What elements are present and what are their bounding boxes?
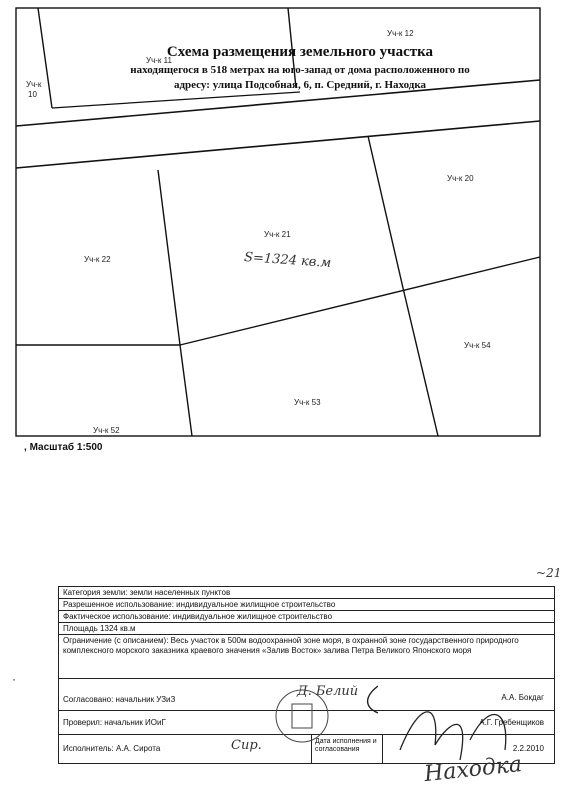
execution-date: 2.2.2010	[512, 744, 544, 753]
checked-label: Проверил: начальник ИОиГ	[63, 718, 166, 727]
boundary-p21-west	[158, 170, 180, 345]
plot-label-53: Уч-к 53	[294, 398, 321, 407]
road-edge-south	[16, 121, 540, 168]
plot-label-20: Уч-к 20	[447, 174, 474, 183]
boundary-p53-east	[403, 288, 438, 436]
checked-name: А.Г. Гребенщиков	[479, 718, 544, 727]
executor-label: Исполнитель: А.А. Сирота	[63, 744, 161, 753]
plot-label-10a: Уч-к	[26, 80, 42, 89]
row-area: Площадь 1324 кв.м	[59, 623, 554, 635]
seal-stamp	[258, 676, 378, 786]
plot-label-54: Уч-к 54	[464, 341, 491, 350]
agreed-name: А.А. Бокдаг	[501, 693, 544, 702]
executor-signature: Сир.	[231, 738, 262, 753]
map-subtitle-line1: находящегося в 518 метрах на юго-запад от дома расположенного по	[130, 64, 470, 76]
boundary-p10-p11	[38, 8, 52, 108]
plot-label-22: Уч-к 22	[84, 255, 111, 264]
date-caption-cell: Дата исполнения и согласования	[311, 735, 383, 763]
city-stamp-text: Находка	[422, 751, 524, 788]
map-title: Схема размещения земельного участка	[166, 44, 434, 60]
margin-mark: ·	[12, 672, 16, 686]
plot-label-10b: 10	[28, 90, 37, 99]
plot-label-52: Уч-к 52	[93, 426, 120, 435]
boundary-p11-south	[52, 92, 300, 108]
scale-dot: ,	[24, 442, 30, 453]
row-category: Категория земли: земли населенных пунктов	[59, 587, 554, 599]
scale-text: Масштаб 1:500	[29, 442, 103, 453]
row-actual-use: Фактическое использование: индивидуальное жилищное строительство	[59, 611, 554, 623]
row-permitted-use: Разрешенное использование: индивидуальное жилищное строительство	[59, 599, 554, 611]
row-restrictions: Ограничение (с описанием): Весь участок в 500м водоохранной зоне моря, в охранной зоне государственного природного комплексного морского заказника краевого значения «Залив Восток» залива Петра Великого Японского моря	[59, 635, 554, 679]
map-subtitle-line2: адресу: улица Подсобная, 6, п. Средний, г. Находка	[173, 79, 427, 91]
area-handwritten-note: S=1324 кв.м	[243, 249, 332, 272]
agreed-signature: Д. Белий	[297, 684, 359, 699]
sheet-number-value: 21	[546, 566, 562, 580]
plot-label-12: Уч-к 12	[387, 29, 414, 38]
sheet-dash: ~	[536, 566, 547, 580]
boundary-p21-south	[180, 257, 540, 345]
plot-label-11: Уч-к 11	[146, 56, 172, 65]
agreed-label: Согласовано: начальник УЗиЗ	[63, 695, 176, 704]
plot-label-21: Уч-к 21	[264, 230, 291, 239]
sheet-number	[536, 566, 561, 580]
boundary-p53-west	[180, 345, 192, 436]
boundary-p21-east	[368, 136, 403, 288]
map-scale	[24, 442, 102, 453]
